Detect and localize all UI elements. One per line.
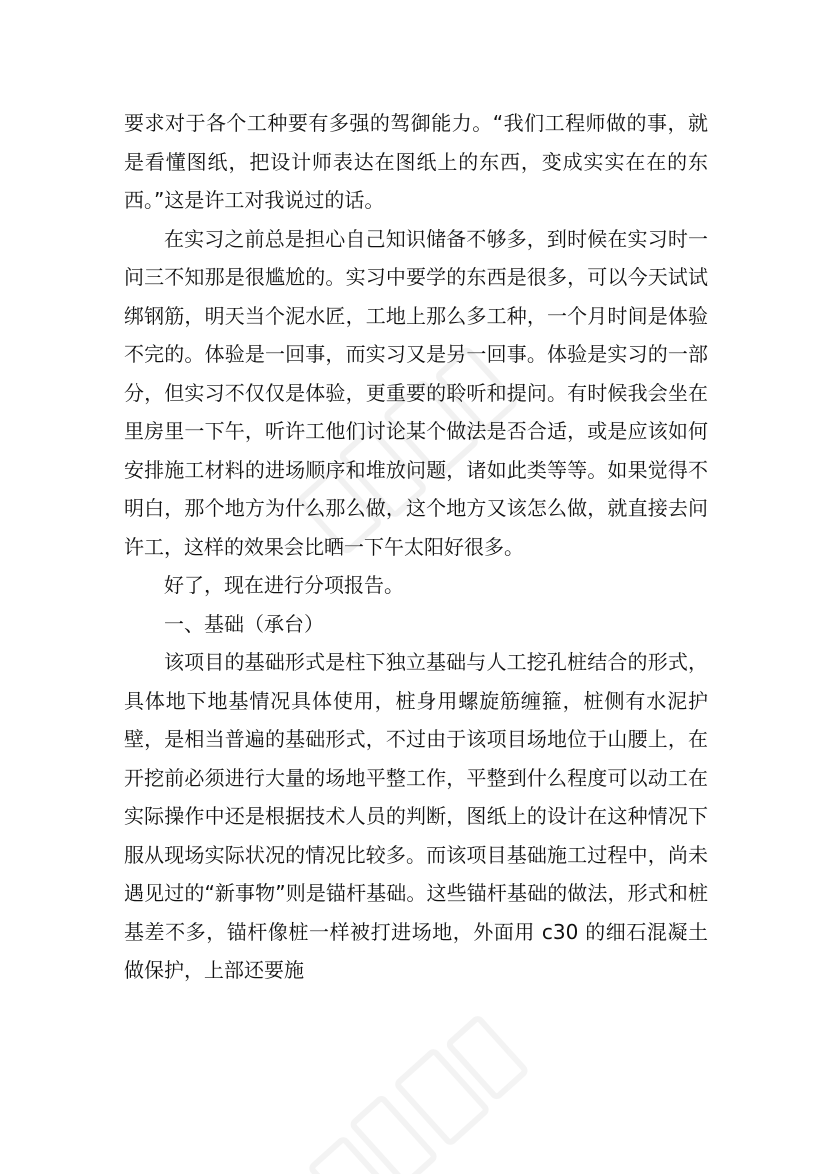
paragraph-2: 在实习之前总是担心自己知识储备不够多，到时候在实习时一问三不知那是很尴尬的。实习中要学的东西是很多，可以今天试试绑钢筋，明天当个泥水匠，工地上那么多工种，一个月时间是体验不完的。体验是一回事，而实习又是另一回事。体验是实习的一部分，但实习不仅仅是体验，更重要的聆听和提问。有时候我会坐在里房里一下午，听许工他们讨论某个做法是否合适，或是应该如何安排施工材料的进场顺序和堆放问题，诸如此类等等。如果觉得不明白，那个地方为什么那么做，这个地方又该怎么做，就直接去问许工，这样的效果会比晒一下午太阳好很多。	[124, 226, 708, 559]
paragraph-1: 要求对于各个工种要有多强的驾御能力。“我们工程师做的事，就是看懂图纸，把设计师表达在图纸上的东西，变成实实在在的东西。”这是许工对我说过的话。	[124, 111, 708, 212]
paragraph-3: 好了，现在进行分项报告。	[164, 573, 404, 597]
section-heading-foundation: 一、基础（承台）	[164, 611, 324, 636]
paragraph-5: 该项目的基础形式是柱下独立基础与人工挖孔桩结合的形式，具体地下地基情况具体使用，桩身用螺旋筋缠箍，桩侧有水泥护壁，是相当普遍的基础形式，不过由于该项目场地位于山腰上，在开挖前必须进行大量的场地平整工作，平整到什么程度可以动工在实际操作中还是根据技术人员的判断，图纸上的设计在这种情况下服从现场实际状况的情况比较多。而该项目基础施工过程中，尚未遇见过的“新事物”则是锚杆基础。这些锚杆基础的做法，形式和桩基差不多，锚杆像桩一样被打进场地，外面用 c30 的细石混凝土做保护，上部还要施	[124, 650, 708, 982]
document-body	[124, 104, 708, 990]
